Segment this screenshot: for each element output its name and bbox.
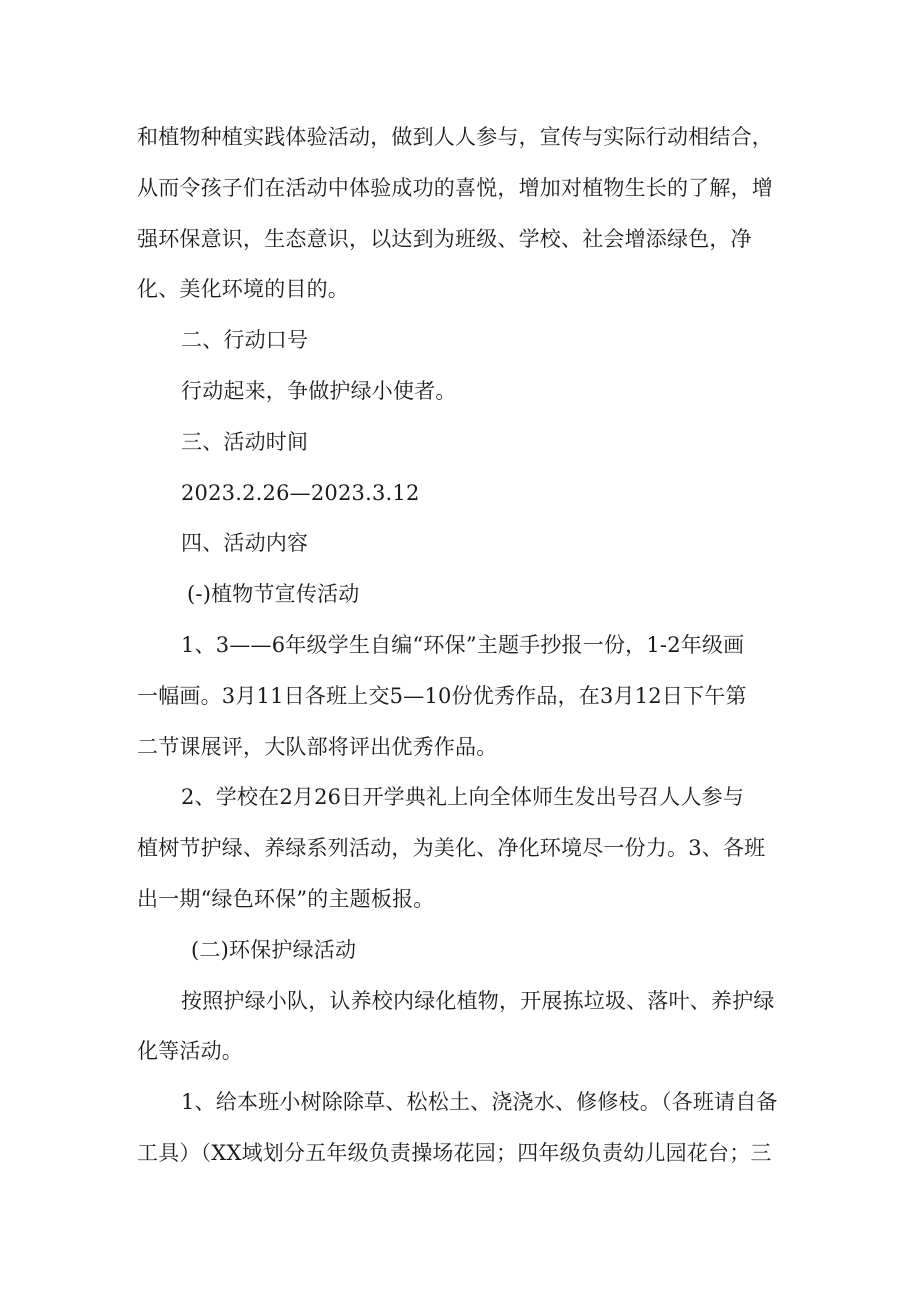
paragraph-line: 工具）（XX域划分五年级负责操场花园；四年级负责幼儿园花台；三 [137,1140,772,1165]
section-heading-time: 三、活动时间 [181,429,309,454]
document-body [137,112,792,1179]
paragraph-line: 化等活动。 [137,1039,243,1064]
activity-date-range: 2023.2.26—2023.3.12 [181,480,420,505]
paragraph-line: 从而令孩子们在活动中体验成功的喜悦，增加对植物生长的了解，增 [137,175,773,200]
paragraph-line: 行动起来，争做护绿小使者。 [181,378,457,403]
paragraph-line: 二节课展评，大队部将评出优秀作品。 [137,734,498,759]
paragraph-line: 出一期“绿色环保”的主题板报。 [137,886,435,911]
subsection-heading-promotion: (-)植物节宣传活动 [187,582,360,607]
paragraph-line: 1、给本班小树除除草、松松土、浇浇水、修修枝。（各班请自备 [181,1090,778,1115]
paragraph-line: 化、美化环境的目的。 [137,277,349,302]
paragraph-line: 一幅画。3月11日各班上交5—10份优秀作品，在3月12日下午第 [137,683,747,708]
paragraph-line: 强环保意识，生态意识，以达到为班级、学校、社会增添绿色，净 [137,226,752,251]
paragraph-line: 和植物种植实践体验活动，做到人人参与，宣传与实际行动相结合， [137,125,773,149]
section-heading-slogan: 二、行动口号 [181,328,309,353]
section-heading-content: 四、活动内容 [181,531,309,556]
paragraph-line: 按照护绿小队，认养校内绿化植物，开展拣垃圾、落叶、养护绿 [181,988,775,1013]
paragraph-line: 1、3——6年级学生自编“环保”主题手抄报一份，1-2年级画 [181,632,745,657]
paragraph-line: 植树节护绿、养绿系列活动，为美化、净化环境尽一份力。3、各班 [137,836,766,861]
paragraph-line: 2、学校在2月26日开学典礼上向全体师生发出号召人人参与 [181,785,745,810]
subsection-heading-green-care: (二)环保护绿活动 [191,937,357,962]
